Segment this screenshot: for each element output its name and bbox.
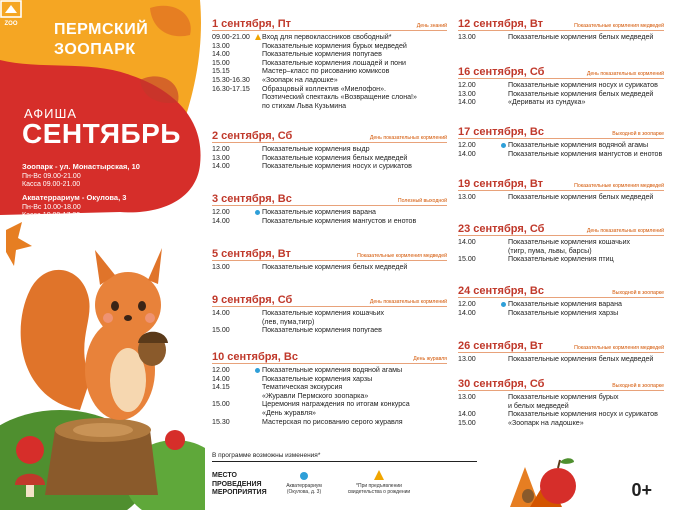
event-time-text: 14.00 [458,410,476,419]
event-time-text: 14.00 [212,374,230,383]
event-time-text: 14.00 [458,238,476,246]
event-description: Церемония награждения по итогам конкурса [262,400,410,409]
event-rows [458,193,653,202]
event-description: Показательные кормления выдр [262,145,370,153]
event-rows [458,81,658,107]
location-aqua [22,194,126,221]
event-row [212,85,417,94]
event-time-text: 13.00 [458,355,476,363]
event-time-text: 15.00 [212,400,230,409]
event-row [212,67,417,76]
event-time [458,419,508,428]
event-description: Показательные кормления харзы [508,308,619,317]
event-row [212,263,407,272]
event-date: 23 сентября, Сб [458,223,545,235]
title-line2: ЗООПАРК [54,41,136,58]
event-description: «Журавли Пермского зоопарка» [262,391,369,400]
event-time-text: 13.00 [458,393,476,401]
aquaterrarium-dot-icon [501,302,506,307]
event-row [458,402,658,411]
event-description: Показательные кормления кошачьих [508,238,631,246]
event-date: 9 сентября, Сб [212,294,293,306]
event-tag: Выходной в зоопарке [612,290,664,296]
event-time [212,392,262,401]
event-time [212,145,262,154]
event-header [458,18,543,30]
event-header [458,126,544,138]
event-time-text: 14.00 [458,308,476,317]
event-row [458,141,662,150]
event-time [458,355,508,364]
event-row [212,418,410,427]
event-row [212,318,384,327]
event-header [212,193,292,205]
event-time [212,59,262,68]
event-tag: День показательных кормлений [586,71,664,77]
event-time-text: 15.30 [212,417,230,426]
aquaterrarium-dot-icon [255,368,260,373]
event-row [212,162,412,171]
event-time [212,76,262,85]
event-row [458,300,622,309]
event-time-text: 13.00 [458,89,476,98]
event-row [458,238,630,247]
event-time [458,238,508,247]
event-time-text: 15.15 [212,67,230,76]
event-time [212,102,262,111]
event-row [458,81,658,90]
event-row [458,355,653,364]
event-time-text: 14.00 [212,309,230,317]
event-description: (лев, пума,тигр) [262,317,315,326]
event-time-text: 14.00 [212,162,230,171]
aquaterrarium-dot-icon [501,143,506,148]
event-row [212,409,410,418]
event-description: Показательные кормления мангустов и енотов [262,216,417,225]
event-date: 2 сентября, Сб [212,130,293,142]
event-row [212,375,410,384]
event-time-text: 12.00 [458,141,476,149]
changes-note: В программе возможны изменения* [212,452,321,459]
location-zoo [22,163,140,190]
event-time-text: 14.00 [458,149,476,158]
event-time-text: 15.00 [212,326,230,335]
event-header [212,130,292,142]
event-description: Показательные кормления кошачьих [262,309,385,317]
blue-dot-icon [300,472,308,480]
event-time [212,154,262,163]
event-description: «День журавля» [262,408,316,417]
event-underline [458,297,664,298]
event-time [212,418,262,427]
event-row [212,93,417,102]
event-time [212,33,262,42]
event-time-text: 15.00 [458,255,476,264]
event-header [458,378,544,390]
event-time [458,33,508,42]
event-row [212,326,384,335]
event-rows [212,263,407,272]
location-name: Зоопарк - ул. Монастырская, 10 [22,162,140,171]
autumn-decoration-icon [500,452,620,510]
event-header [212,351,298,363]
event-header [458,178,543,190]
aquaterrarium-dot-icon [255,210,260,215]
event-rows [212,366,410,426]
event-time [212,263,262,272]
location-cash-hours: Касса 09.00-21.00 [22,181,81,188]
event-rows [458,355,653,364]
event-tag: День журавля [413,356,447,362]
event-description: Показательные кормления варана [508,300,622,308]
event-row [458,193,653,202]
event-row [212,217,416,226]
event-time [212,318,262,327]
event-header [212,248,291,260]
event-time [212,375,262,384]
event-tag: Показательные кормления медведей [574,183,664,189]
event-time-text: 13.00 [458,193,476,201]
legend-text: свидетельства о рождении [347,489,411,495]
event-time-text: 15.00 [458,418,476,427]
event-row [212,145,412,154]
event-underline [458,352,664,353]
event-row [212,42,417,51]
bell-icon [255,34,261,40]
event-time [212,366,262,375]
event-underline [212,260,447,261]
event-row [212,50,417,59]
event-rows [458,393,658,427]
event-description: Показательные кормления носух и сурикатов [508,81,658,89]
event-rows [212,145,412,171]
event-description: Показательные кормления белых медведей [508,89,654,98]
event-underline [458,138,664,139]
event-time-text: 14.00 [212,50,230,59]
zoo-logo-icon [0,0,22,26]
event-date: 24 сентября, Вс [458,285,544,297]
bell-icon [374,470,384,480]
event-header [212,294,292,306]
event-description: Показательные кормления белых медведей [508,33,654,41]
event-description: Мастерская по рисованию серого журавля [262,417,403,426]
event-time [458,90,508,99]
event-time [458,141,508,150]
event-row [458,33,653,42]
event-date: 16 сентября, Сб [458,66,545,78]
event-row [212,400,410,409]
event-time-text: 14.15 [212,383,230,392]
event-tag: День знаний [416,23,447,29]
event-underline [458,30,664,31]
venue-line: МЕРОПРИЯТИЯ [212,489,267,496]
event-rows [458,141,662,158]
event-row [458,247,630,256]
event-time [458,247,508,256]
event-tag: Выходной в зоопарке [612,131,664,137]
event-description: (тигр, пума, львы, барсы) [508,246,592,255]
event-description: «Зоопарк на ладошке» [262,75,338,84]
event-date: 1 сентября, Пт [212,18,292,30]
event-underline [212,142,447,143]
event-description: «Дериваты из сундука» [508,98,586,107]
event-time-text: 12.00 [458,300,476,308]
location-hours: Пн-Вс 10.00-18.00 [22,203,81,211]
afisha-label: АФИША [24,106,78,121]
event-time [458,193,508,202]
event-time-text: 12.00 [458,81,476,89]
event-description: и белых медведей [508,401,569,410]
location-hours: Пн-Вс 09.00-21.00 [22,172,81,180]
event-date: 5 сентября, Вт [212,248,291,260]
event-time-text: 15.00 [212,58,230,67]
event-date: 3 сентября, Вс [212,193,292,205]
event-row [458,393,658,402]
legend-text: (Окулова, д. 3) [286,489,322,495]
event-rows [458,238,630,264]
event-description: Образцовый коллектив «Миелофон». [262,84,387,93]
event-time-text: 13.00 [458,33,476,41]
event-underline [458,78,664,79]
event-description: Показательные кормления харзы [262,374,373,383]
poster-background [0,0,205,510]
legend-text: Акватеррариум [286,483,322,489]
event-time [212,67,262,76]
event-time-text: 12.00 [212,366,230,374]
month-title: СЕНТЯБРЬ [22,118,181,149]
event-row [458,419,658,428]
event-row [458,150,662,159]
event-time [458,410,508,419]
event-time-text: 13.00 [212,263,230,271]
event-time-text: 14.00 [212,216,230,225]
event-description: Вход для первоклассников свободный* [262,33,392,41]
event-time-text: 15.30-16.30 [212,75,250,84]
event-time [212,383,262,392]
event-time-text: 13.00 [212,153,230,162]
event-description: Показательные кормления белых медведей [262,263,408,271]
event-row [212,102,417,111]
event-time [212,326,262,335]
event-date: 30 сентября, Сб [458,378,545,390]
event-time [458,255,508,264]
event-description: Поэтический спектакль «Возвращение слона!» [262,93,417,102]
event-underline [212,30,447,31]
event-time [458,402,508,411]
divider [212,461,477,462]
event-row [458,255,630,264]
event-time [458,300,508,309]
event-row [212,383,410,392]
event-time [212,93,262,102]
event-time [212,50,262,59]
event-rows [458,33,653,42]
event-time [212,85,262,94]
event-time [458,393,508,402]
event-rows [212,33,417,110]
event-time-text: 12.00 [212,145,230,153]
event-description: Показательные кормления белых медведей [508,193,654,201]
event-tag: Выходной в зоопарке [612,383,664,389]
event-row [458,410,658,419]
event-underline [212,306,447,307]
event-time [458,150,508,159]
event-row [458,309,622,318]
event-description: Показательные кормления птиц [508,255,614,264]
event-underline [458,190,664,191]
event-header [458,66,544,78]
zoo-title [54,20,148,60]
event-description: Показательные кормления водяной агамы [262,366,403,374]
location-name: Акватеррариум - Окулова, 3 [22,193,127,202]
event-description: по стихам Льва Кузьмина [262,101,347,110]
event-rows [212,309,384,335]
event-tag: Показательные кормления медведей [357,253,447,259]
event-time [212,42,262,51]
event-description: Показательные кормления попугаев [262,326,382,335]
event-date: 19 сентября, Вт [458,178,544,190]
event-date: 26 сентября, Вт [458,340,544,352]
logo-label: ZOO [4,21,18,26]
event-description: Показательные кормления бурых [508,393,619,401]
event-time-text: 16.30-17.15 [212,84,250,93]
event-description: Показательные кормления мангустов и енотов [508,149,663,158]
event-description: Показательные кормления носух и сурикатов [262,162,412,171]
event-row [458,98,658,107]
event-tag: Полезный выходной [397,198,447,204]
legend-text: *При предъявлении [356,483,402,489]
event-row [212,59,417,68]
event-description: Показательные кормления попугаев [262,50,382,59]
event-time [212,309,262,318]
venue-line: ПРОВЕДЕНИЯ [212,480,262,488]
event-time [458,309,508,318]
event-underline [458,235,664,236]
venue-label [212,472,267,498]
event-time-text: 12.00 [212,208,230,216]
event-row [212,366,410,375]
event-date: 17 сентября, Вс [458,126,544,138]
title-line1: ПЕРМСКИЙ [54,21,149,38]
event-description: Показательные кормления бурых медведей [262,41,407,50]
location-cash-hours: Касса 10.00-17.30 [22,212,81,219]
legend-aqua [274,472,334,495]
event-time [458,98,508,107]
event-header [212,18,291,30]
event-row [212,33,417,42]
event-description: Показательные кормления носух и сурикатов [508,410,658,419]
event-underline [212,363,447,364]
event-time-text: 14.00 [458,98,476,107]
event-header [458,223,544,235]
event-header [458,285,544,297]
event-description: Показательные кормления лошадей и пони [262,58,407,67]
event-tag: День показательных кормлений [586,228,664,234]
event-underline [212,205,447,206]
event-rows [458,300,622,317]
legend-certificate [340,470,418,495]
event-tag: День показательных кормлений [369,135,447,141]
event-underline [458,390,664,391]
event-tag: День показательных кормлений [369,299,447,305]
event-time [212,162,262,171]
event-header [458,340,543,352]
event-description: Показательные кормления варана [262,208,376,216]
event-row [212,309,384,318]
event-row [212,392,410,401]
event-row [458,90,658,99]
event-time-text: 09.00-21.00 [212,33,250,41]
event-time [212,400,262,409]
event-date: 10 сентября, Вс [212,351,298,363]
event-description: Показательные кормления белых медведей [508,355,654,363]
event-time [212,208,262,217]
event-time [212,217,262,226]
event-row [212,154,412,163]
event-description: «Зоопарк на ладошке» [508,418,584,427]
event-time [212,409,262,418]
age-rating: 0+ [631,480,652,500]
footer [212,452,672,510]
event-row [212,208,416,217]
event-time-text: 13.00 [212,41,230,50]
event-time [458,81,508,90]
event-description: Показательные кормления водяной агамы [508,141,649,149]
event-description: Мастер–класс по рисованию комиксов [262,67,390,76]
event-rows [212,208,416,225]
event-date: 12 сентября, Вт [458,18,544,30]
event-tag: Показательные кормления медведей [574,345,664,351]
event-description: Показательные кормления белых медведей [262,153,408,162]
event-description: Тематическая экскурсия [262,383,343,392]
event-row [212,76,417,85]
venue-line: МЕСТО [212,472,237,479]
event-tag: Показательные кормления медведей [574,23,664,29]
poster-panel [0,0,205,510]
